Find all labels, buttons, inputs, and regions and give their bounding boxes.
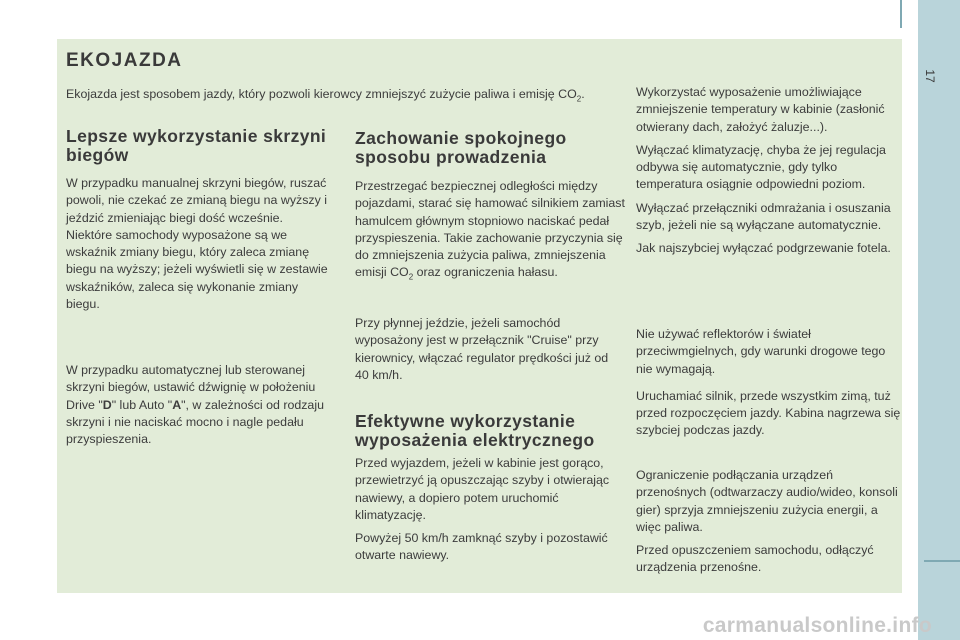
- column-electrical: [355, 412, 625, 571]
- top-marker: [900, 0, 902, 28]
- electrical-paragraph-2: Powyżej 50 km/h zamknąć szyby i pozostawić otwarte nawiewy.: [355, 531, 608, 563]
- calm-text-end: oraz ograniczenia hałasu.: [413, 265, 558, 280]
- auto-text-3: ", w zależności od rodzaju skrzyni i nie naciskać mocno i nagle pedału przyspieszenia.: [66, 397, 324, 447]
- calm-subscript: 2: [408, 272, 414, 282]
- page-number: 17: [923, 69, 937, 83]
- heading-gearbox: Lepsze wykorzystanie skrzyni biegów: [66, 126, 327, 165]
- column-driving: [355, 129, 625, 292]
- calm-driving-paragraph: [355, 178, 625, 286]
- page-edge-tab: [918, 0, 960, 640]
- devices-paragraph-1: Ograniczenie podłączania urządzeń przenośnych (odtwarzaczy audio/wideo, konsoli gier) sprzyja zmniejszeniu zużycia energii, a więc paliwa.: [636, 468, 898, 534]
- column-equipment: [636, 84, 901, 264]
- auto-text-1: W przypadku automatycznej lub sterowanej skrzyni biegów, ustawić dźwignię w położeniu Drive ": [66, 363, 316, 412]
- column-lights: [636, 326, 901, 446]
- devices-paragraph-2: Przed opuszczeniem samochodu, odłączyć urządzenia przenośne.: [636, 543, 874, 575]
- engine-start-paragraph: Uruchamiać silnik, przede wszystkim zimą, tuż przed rozpoczęciem jazdy. Kabina nagrzewa się szybciej podczas jazdy.: [636, 388, 901, 438]
- auto-drive-letter: D: [102, 397, 112, 412]
- column-gearbox: [66, 127, 331, 319]
- column-gearbox-auto: [66, 362, 331, 454]
- intro-paragraph: [66, 86, 626, 108]
- intro-text-end: .: [581, 87, 585, 101]
- cruise-paragraph: Przy płynnej jeździe, jeżeli samochód wyposażony jest w przełącznik "Cruise" przy kierownicy, włączać regulator prędkości już od 40 km/h.: [355, 316, 609, 382]
- auto-text-2: " lub Auto ": [111, 397, 173, 412]
- intro-text: Ekojazda jest sposobem jazdy, który pozwoli kierowcy zmniejszyć zużycie paliwa i emisję CO: [66, 87, 577, 101]
- intro-subscript: 2: [576, 94, 582, 104]
- calm-text: Przestrzegać bezpiecznej odległości między pojazdami, starać się hamować silnikiem zamiast hamulcem głównym stopniowo naciskać pedał przyspieszenia. Takie zachowanie przyczynia się do zmniejszenia zużycia paliwa, zmniejszenia emisji CO: [355, 179, 625, 280]
- electrical-paragraph-1: Przed wyjazdem, jeżeli w kabinie jest gorąco, przewietrzyć ją opuszczając szyby i otwierając nawiewy, a dopiero potem uruchomić klimatyzację.: [355, 456, 610, 522]
- gearbox-auto-paragraph: [66, 362, 331, 448]
- lights-paragraph: Nie używać reflektorów i świateł przeciwmgielnych, gdy warunki drogowe tego nie wymagają.: [636, 327, 886, 376]
- heading-electrical: Efektywne wykorzystanie wyposażenia elektrycznego: [355, 411, 595, 450]
- heading-calm-driving: Zachowanie spokojnego sposobu prowadzenia: [355, 128, 567, 167]
- equipment-paragraph-3: Wyłączać przełączniki odmrażania i osuszania szyb, jeżeli nie są wyłączane automatycznie.: [636, 200, 891, 233]
- bottom-marker: [924, 560, 960, 562]
- page-title: EKOJAZDA: [66, 50, 183, 71]
- equipment-paragraph-4: Jak najszybciej wyłączać podgrzewanie fotela.: [636, 241, 891, 256]
- auto-auto-letter: A: [172, 397, 182, 412]
- watermark-text: carmanualsonline.info: [702, 614, 932, 637]
- equipment-paragraph-2: Wyłączać klimatyzację, chyba że jej regulacja odbywa się automatycznie, gdy tylko temperatura osiągnie odpowiedni poziom.: [636, 142, 886, 192]
- equipment-paragraph-1: Wykorzystać wyposażenie umożliwiające zmniejszenie temperatury w kabinie (zasłonić otwierany dach, założyć żaluzje...).: [636, 85, 885, 134]
- column-cruise: [355, 315, 625, 390]
- gearbox-manual-paragraph: W przypadku manualnej skrzyni biegów, ruszać powoli, nie czekać ze zmianą biegu na wyższy i jeździć zmieniając biegi dość wcześnie. Niektóre samochody wyposażone są we wskaźnik zmiany biegu, który zaleca zmianę biegu na wyższy; jeżeli wyświetli się w zestawie wskaźników, zaleca się wykonanie zmiany biegu.: [66, 176, 328, 312]
- column-devices: [636, 467, 901, 583]
